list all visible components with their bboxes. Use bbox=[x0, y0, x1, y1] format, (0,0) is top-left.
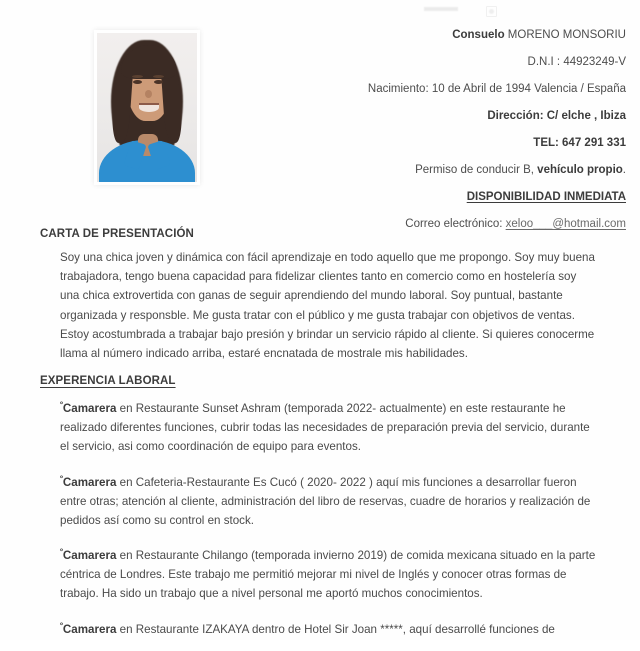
eyebrow-right bbox=[153, 75, 164, 78]
job-role-3: Camarera bbox=[62, 549, 117, 563]
availability-line bbox=[166, 184, 626, 211]
license-prefix: Permiso de conducir B, bbox=[415, 164, 538, 176]
cv-header bbox=[0, 22, 640, 230]
birth-line: Nacimiento: 10 de Abril de 1994 Valencia / España bbox=[367, 83, 626, 95]
own-vehicle-text: vehículo propio bbox=[537, 164, 623, 176]
experience-entry-2 bbox=[0, 469, 640, 530]
email-value[interactable]: xeloo___@hotmail.com bbox=[505, 218, 626, 230]
nose bbox=[145, 90, 152, 98]
job-description-1: en Restaurante Sunset Ashram (temporada 2022- actualmente) en este restaurante he realizado diferentes funciones, cubrir todas las necesidades de preparación previa del servicio, durante el servicio, asi como coordinación de equipo para eventos. bbox=[60, 402, 590, 454]
driving-license-line bbox=[166, 157, 626, 184]
eye-left bbox=[133, 80, 142, 84]
last-name: MORENO MONSORIU bbox=[507, 29, 626, 41]
bullet-marker-2: º bbox=[60, 473, 63, 483]
eye-right bbox=[154, 80, 163, 84]
job-description-3: en Restaurante Chilango (temporada invierno 2019) de comida mexicana situado en la parte céntrica de Londres. Este trabajo me permitió mejorar mi nivel de Inglés y conocer otras formas de trabajo. Ha sido un trabajo que a nivel personal me aportó muchos conocimientos. bbox=[60, 549, 596, 601]
scan-artifact bbox=[424, 6, 514, 15]
bullet-marker-3: º bbox=[60, 547, 63, 557]
scan-smudge bbox=[424, 7, 458, 11]
contact-details bbox=[166, 22, 626, 238]
job-role-1: Camarera bbox=[62, 402, 117, 416]
experience-entry-1 bbox=[0, 395, 640, 456]
eyebrow-left bbox=[132, 75, 143, 78]
job-role-4: Camarera bbox=[62, 622, 117, 636]
address-line bbox=[166, 103, 626, 130]
experience-entry-3 bbox=[0, 542, 640, 603]
dni-line: D.N.I : 44923249-V bbox=[527, 56, 626, 68]
license-suffix: . bbox=[622, 164, 626, 176]
address-text: Dirección: C/ elche , Ibiza bbox=[487, 110, 626, 122]
telephone-text: TEL: 647 291 331 bbox=[533, 137, 626, 149]
job-role-2: Camarera bbox=[62, 475, 117, 489]
availability-text: DISPONIBILIDAD INMEDIATA bbox=[466, 191, 626, 203]
experience-entry-4 bbox=[0, 616, 640, 639]
bullet-marker-4: º bbox=[60, 620, 63, 630]
full-name bbox=[166, 22, 626, 49]
telephone-line bbox=[166, 130, 626, 157]
email-label: Correo electrónico: bbox=[405, 218, 506, 230]
job-description-2: en Cafeteria-Restaurante Es Cucó ( 2020- 2022 ) aquí mis funciones a desarrollar fueron entre otras; atención al cliente, administración del libro de reservas, cuadre de horarios y realización de pedidos así como su control en stock. bbox=[60, 475, 591, 527]
scan-stamp-icon bbox=[486, 6, 497, 17]
cv-body bbox=[0, 228, 640, 651]
mouth bbox=[139, 103, 159, 112]
cover-letter-title: CARTA DE PRESENTACIÓN bbox=[40, 228, 194, 240]
first-name: Consuelo bbox=[452, 29, 505, 41]
bullet-marker-1: º bbox=[60, 400, 63, 410]
job-description-4: en Restaurante IZAKAYA dentro de Hotel Sir Joan *****, aquí desarrollé funciones de bbox=[116, 622, 555, 636]
cover-letter-text: Soy una chica joven y dinámica con fácil aprendizaje en todo aquello que me propongo. Soy muy buena trabajadora, tengo buena capacidad para fidelizar clientes tanto en comercio como en hostelería soy una chica extrovertida con ganas de seguir aprendiendo del mundo laboral. Soy puntual, bastante organizada y responsble. Me gusta tratar con el público y me gusta trabajar con objetivos de ventas. Estoy acostumbrada a trabajar bajo presión y brindar un servicio rápido al cliente. Si quieres conocerme llama al número indicado arriba, estaré encnatada de mostrale mis habilidades. bbox=[60, 251, 595, 361]
experience-title: EXPERENCIA LABORAL bbox=[40, 375, 176, 388]
